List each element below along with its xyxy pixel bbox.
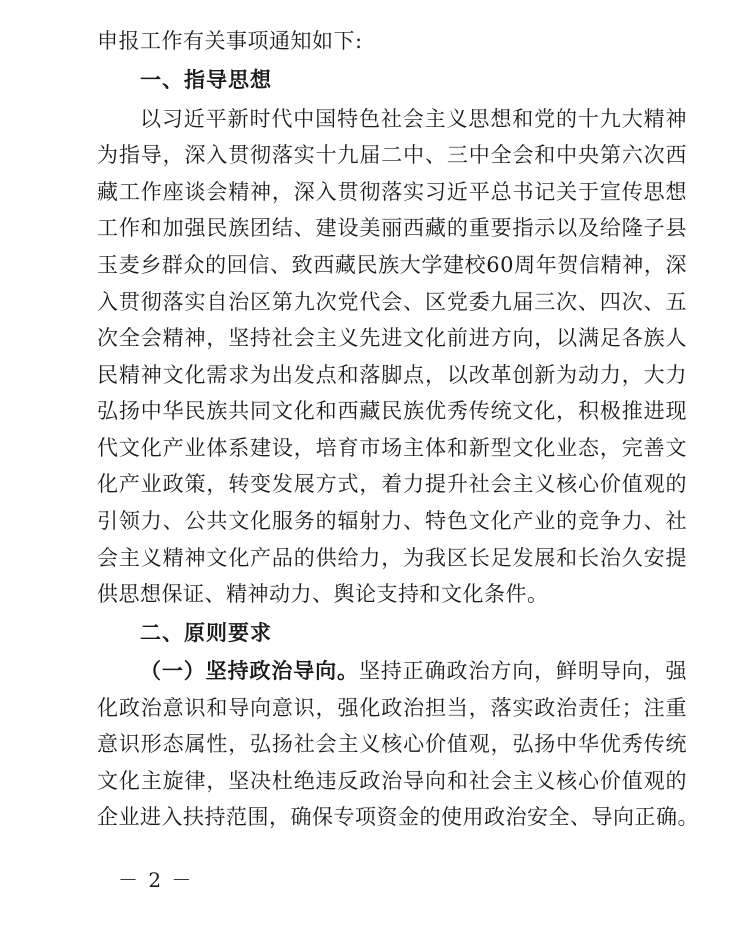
paragraph-line: 次全会精神，坚持社会主义先进文化前进方向，以满足各族人 <box>97 326 687 350</box>
page-number: － 2 － <box>118 868 194 892</box>
paragraph-line: 为指导，深入贯彻落实十九届二中、三中全会和中央第六次西 <box>97 143 687 167</box>
section-heading-guiding-thought: 一、指导思想 <box>140 68 272 92</box>
paragraph-line: 工作和加强民族团结、建设美丽西藏的重要指示以及给隆子县 <box>97 216 687 240</box>
paragraph-line: 玉麦乡群众的回信、致西藏民族大学建校60周年贺信精神，深 <box>97 253 687 277</box>
paragraph-line: 意识形态属性，弘扬社会主义核心价值观，弘扬中华优秀传统 <box>97 732 687 756</box>
paragraph-line: 以习近平新时代中国特色社会主义思想和党的十九大精神 <box>140 107 687 131</box>
paragraph-line <box>140 656 687 686</box>
paragraph-line: 会主义精神文化产品的供给力，为我区长足发展和长治久安提 <box>97 546 687 570</box>
item-heading-political-orientation: （一）坚持政治导向。 <box>140 659 359 683</box>
paragraph-line: 化产业政策，转变发展方式，着力提升社会主义核心价值观的 <box>97 472 687 496</box>
paragraph-line: 民精神文化需求为出发点和落脚点，以改革创新为动力，大力 <box>97 363 687 387</box>
item-text: 坚持正确政治方向，鲜明导向，强 <box>358 659 688 683</box>
paragraph-line: 弘扬中华民族共同文化和西藏民族优秀传统文化，积极推进现 <box>97 399 687 423</box>
paragraph-line: 供思想保证、精神动力、舆论支持和文化条件。 <box>97 582 549 606</box>
intro-text: 申报工作有关事项通知如下: <box>97 29 363 53</box>
paragraph-line: 文化主旋律，坚决杜绝违反政治导向和社会主义核心价值观的 <box>97 769 687 793</box>
paragraph-line: 化政治意识和导向意识，强化政治担当，落实政治责任；注重 <box>97 696 687 720</box>
paragraph-line: 企业进入扶持范围，确保专项资金的使用政治安全、导向正确。 <box>97 805 699 829</box>
paragraph-line: 藏工作座谈会精神，深入贯彻落实习近平总书记关于宣传思想 <box>97 180 687 204</box>
section-heading-principles: 二、原则要求 <box>140 621 272 645</box>
paragraph-line: 代文化产业体系建设，培育市场主体和新型文化业态，完善文 <box>97 436 687 460</box>
paragraph-line: 引领力、公共文化服务的辐射力、特色文化产业的竞争力、社 <box>97 509 687 533</box>
paragraph-line: 入贯彻落实自治区第九次党代会、区党委九届三次、四次、五 <box>97 290 687 314</box>
